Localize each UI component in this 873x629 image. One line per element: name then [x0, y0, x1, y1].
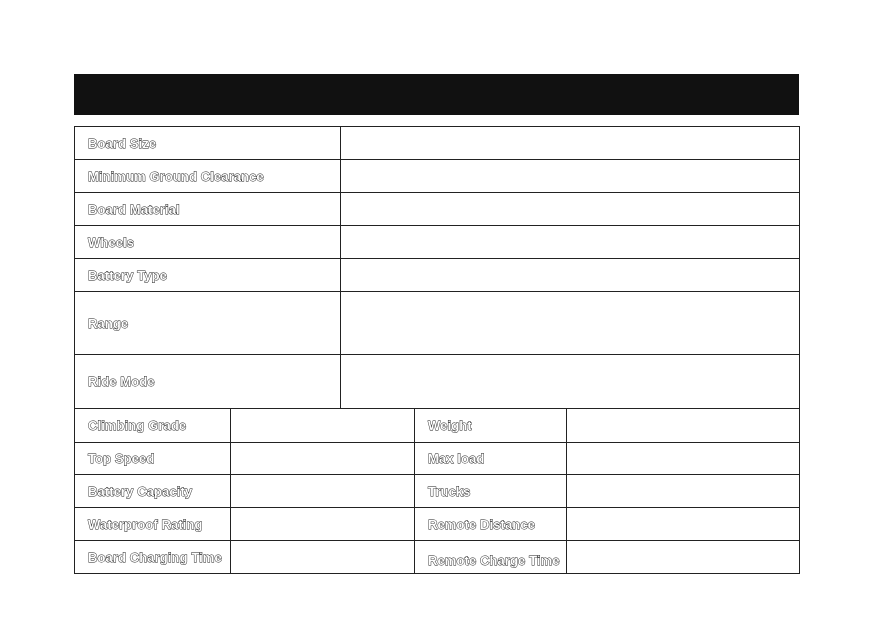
spec-label-ride-mode — [75, 355, 341, 409]
spec-label-text: Climbing Grade — [88, 418, 187, 433]
spec-label-max-load — [415, 443, 567, 475]
spec-label-text: Ride Mode — [88, 374, 155, 389]
spec-value-battery-capacity — [231, 475, 415, 508]
spec-label-trucks — [415, 475, 567, 508]
spec-value-range — [341, 292, 800, 355]
spec-label-battery-capacity — [75, 475, 231, 508]
spec-label-text: Max load — [428, 451, 485, 466]
spec-value-board-size — [341, 127, 800, 160]
spec-value-remote-distance — [567, 508, 800, 541]
spec-label-text: Board Size — [88, 135, 157, 151]
spec-value-board-material — [341, 193, 800, 226]
spec-label-board-material — [75, 193, 341, 226]
spec-label-battery-type — [75, 259, 341, 292]
spec-label-text: Remote Distance — [428, 516, 535, 532]
spec-label-text: Wheels — [88, 234, 135, 250]
spec-value-top-speed — [231, 443, 415, 475]
spec-label-text: Minimum Ground Clearance — [88, 168, 264, 184]
spec-label-waterproof-rating — [75, 508, 231, 541]
spec-label-remote-distance — [415, 508, 567, 541]
spec-value-battery-type — [341, 259, 800, 292]
spec-label-ground-clearance — [75, 160, 341, 193]
spec-table — [74, 126, 800, 574]
spec-label-climbing-grade — [75, 409, 231, 443]
spec-value-waterproof-rating — [231, 508, 415, 541]
spec-label-text: Waterproof Rating — [88, 516, 203, 532]
spec-label-text: Board Material — [88, 201, 180, 217]
spec-value-board-charging-time — [231, 541, 415, 573]
spec-value-ground-clearance — [341, 160, 800, 193]
spec-label-remote-charge-time — [415, 541, 567, 573]
spec-value-weight — [567, 409, 800, 443]
header-bar — [74, 74, 799, 115]
spec-label-text: Battery Type — [88, 267, 167, 283]
spec-label-text: Remote Charge Time — [428, 552, 560, 568]
spec-value-max-load — [567, 443, 800, 475]
spec-label-weight — [415, 409, 567, 443]
spec-label-text: Board Charging Time — [88, 549, 222, 565]
spec-label-text: Top Speed — [88, 451, 155, 466]
spec-value-trucks — [567, 475, 800, 508]
spec-label-board-size — [75, 127, 341, 160]
spec-value-climbing-grade — [231, 409, 415, 443]
spec-label-text: Range — [88, 315, 129, 331]
spec-label-top-speed — [75, 443, 231, 475]
spec-value-wheels — [341, 226, 800, 259]
spec-label-wheels — [75, 226, 341, 259]
spec-label-text: Weight — [428, 418, 472, 433]
spec-label-range — [75, 292, 341, 355]
spec-label-board-charging-time — [75, 541, 231, 573]
spec-value-ride-mode — [341, 355, 800, 409]
spec-label-text: Trucks — [428, 483, 471, 499]
spec-label-text: Battery Capacity — [88, 483, 193, 499]
spec-value-remote-charge-time — [567, 541, 800, 573]
